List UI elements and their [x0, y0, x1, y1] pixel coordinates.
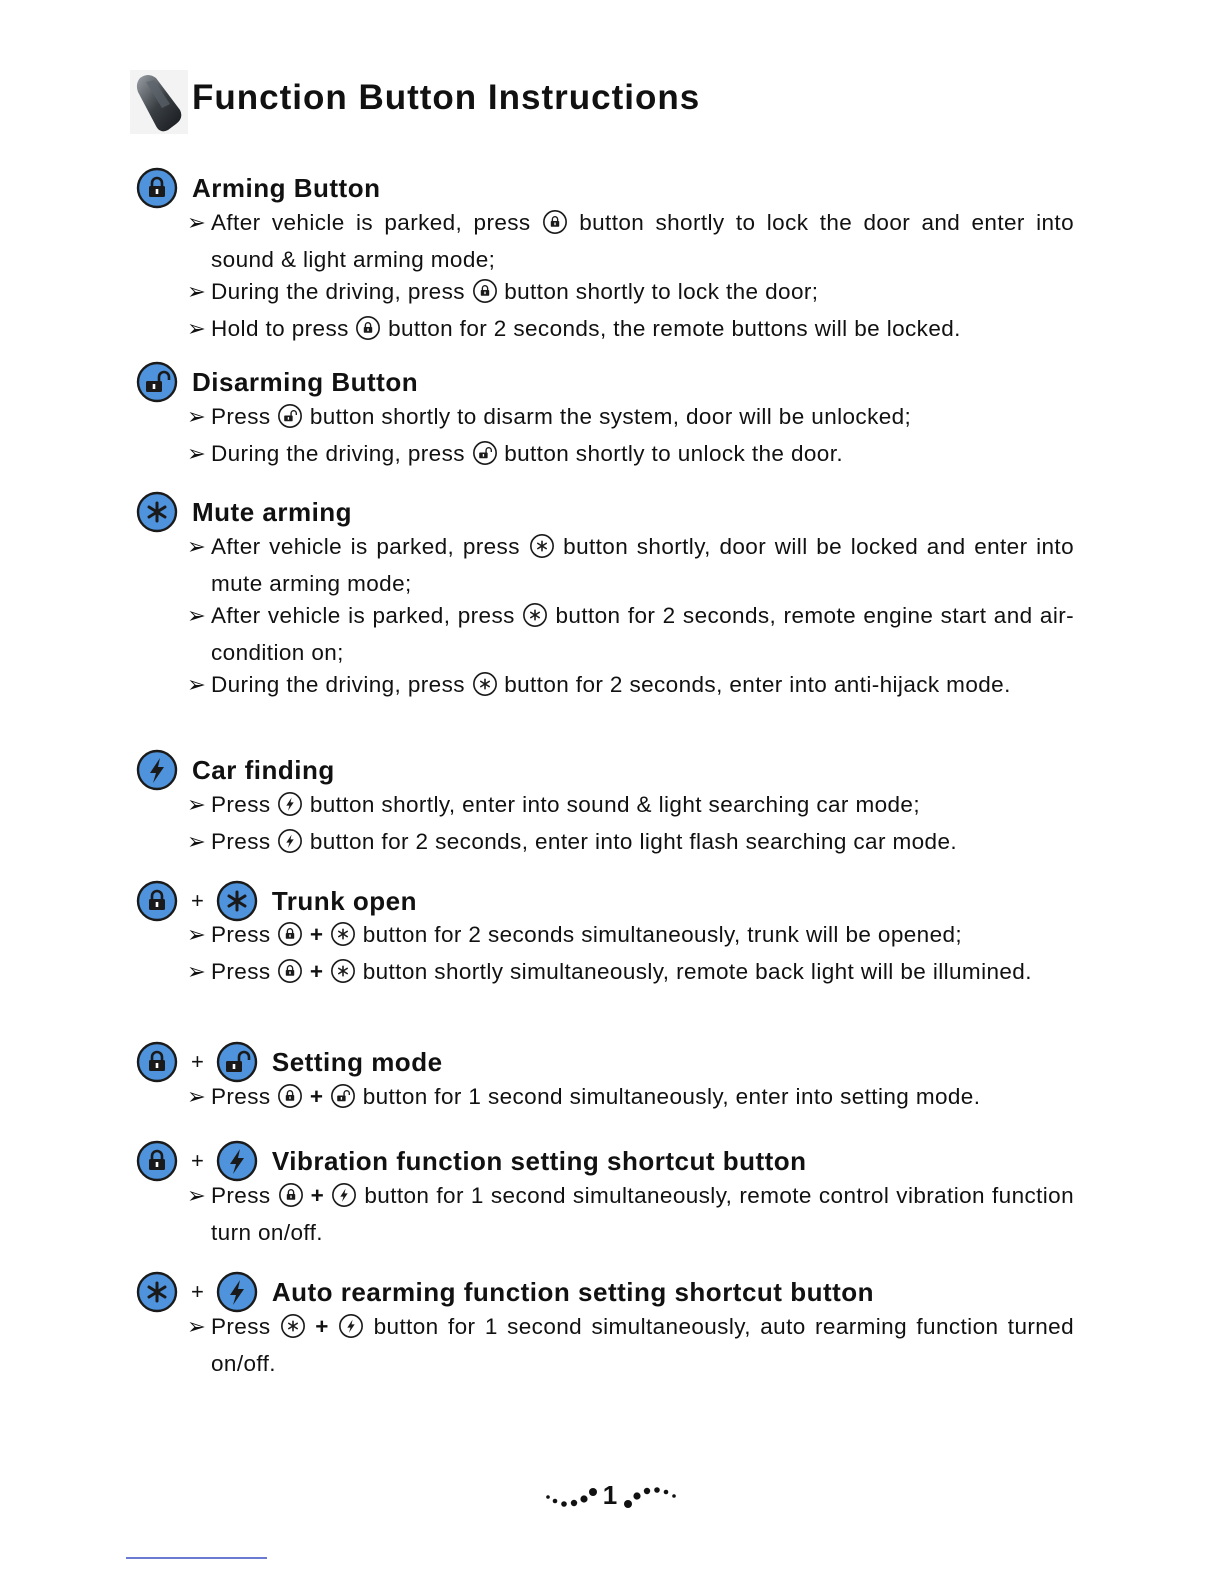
- bullet-marker: ➢: [187, 829, 207, 854]
- asterisk-icon: [136, 491, 178, 533]
- bullet-marker: ➢: [187, 792, 207, 817]
- bullet-text: Press: [211, 829, 271, 854]
- bullet-text: After vehicle is parked, press: [211, 603, 515, 628]
- bullet-marker: ➢: [187, 672, 207, 697]
- asterisk-icon: [522, 602, 548, 637]
- section-title: Mute arming: [192, 496, 353, 527]
- plus-sign: +: [191, 1279, 204, 1304]
- bullet-marker: ➢: [187, 441, 207, 466]
- bullet-text: Press: [211, 922, 271, 947]
- plus-sign: +: [309, 922, 324, 947]
- section-heading: [136, 1041, 443, 1083]
- bullet-text: button shortly to disarm the system, door will be unlocked;: [309, 404, 912, 429]
- plus-sign: +: [309, 1084, 324, 1109]
- section-title: Auto rearming function setting shortcut button: [271, 1276, 875, 1307]
- bullet-item: [187, 600, 1074, 669]
- asterisk-icon: [136, 1271, 178, 1313]
- bullet-text: Press: [211, 1084, 271, 1109]
- dots-right-decoration: [623, 1482, 679, 1510]
- bullet-list: [187, 531, 1074, 706]
- unlock-icon: [136, 361, 178, 403]
- asterisk-icon: [330, 958, 356, 993]
- bullet-item: [187, 207, 1074, 276]
- lock-icon: [472, 278, 498, 313]
- bullet-marker: ➢: [187, 1084, 207, 1109]
- bullet-text: button for 1 second simultaneously, enter into setting mode.: [362, 1084, 981, 1109]
- bullet-list: [187, 207, 1074, 350]
- bullet-text: button shortly, door will be locked and enter into mute arming mode;: [211, 534, 1074, 596]
- bullet-text: Press: [211, 959, 271, 984]
- bullet-marker: ➢: [187, 1314, 207, 1339]
- unlock-icon: [330, 1083, 356, 1118]
- bullet-item: [187, 276, 1074, 313]
- bullet-marker: ➢: [187, 279, 207, 304]
- section-heading: [136, 749, 335, 791]
- asterisk-icon: [216, 880, 258, 922]
- section-heading: [136, 491, 352, 533]
- asterisk-icon: [280, 1313, 306, 1348]
- section-title: Trunk open: [271, 885, 417, 916]
- bullet-text: button shortly to lock the door;: [504, 279, 819, 304]
- bullet-text: button shortly to unlock the door.: [504, 441, 843, 466]
- bullet-text: Press: [211, 1183, 271, 1208]
- bullet-text: Press: [211, 404, 271, 429]
- unlock-icon: [472, 440, 498, 475]
- bullet-text: button for 2 seconds simultaneously, trunk will be opened;: [362, 922, 963, 947]
- bullet-item: [187, 1180, 1074, 1249]
- section-title: Car finding: [192, 754, 335, 785]
- bullet-list: [187, 1081, 1074, 1118]
- bullet-marker: ➢: [187, 603, 207, 628]
- bullet-marker: ➢: [187, 316, 207, 341]
- unlock-icon: [216, 1041, 258, 1083]
- bullet-text: During the driving, press: [211, 441, 465, 466]
- plus-sign: +: [309, 959, 324, 984]
- page-title: Function Button Instructions: [192, 78, 701, 117]
- lock-icon: [355, 315, 381, 350]
- bullet-marker: ➢: [187, 1183, 207, 1208]
- bullet-text: Hold to press: [211, 316, 349, 341]
- asterisk-icon: [472, 671, 498, 706]
- bullet-list: [187, 919, 1074, 993]
- bullet-text: Press: [211, 1314, 271, 1339]
- footer-rule: [126, 1557, 267, 1559]
- bullet-text: During the driving, press: [211, 279, 465, 304]
- bullet-text: button shortly simultaneously, remote back light will be illumined.: [362, 959, 1032, 984]
- section-title: Disarming Button: [192, 366, 419, 397]
- bullet-text: button for 1 second simultaneously, auto rearming function turned on/off.: [211, 1314, 1074, 1376]
- bullet-list: [187, 1180, 1074, 1249]
- bullet-item: [187, 789, 1074, 826]
- bullet-item: [187, 313, 1074, 350]
- bullet-text: Press: [211, 792, 271, 817]
- plus-sign: +: [191, 1148, 204, 1173]
- asterisk-icon: [529, 533, 555, 568]
- lock-icon: [136, 1140, 178, 1182]
- lock-icon: [136, 1041, 178, 1083]
- lightning-icon: [216, 1140, 258, 1182]
- lock-icon: [136, 880, 178, 922]
- bullet-text: button shortly, enter into sound & light searching car mode;: [309, 792, 920, 817]
- bullet-text: button for 2 seconds, the remote buttons will be locked.: [388, 316, 961, 341]
- page-number: [0, 1480, 1224, 1511]
- remote-control-icon: [130, 70, 188, 134]
- bullet-text: button for 2 seconds, enter into anti-hijack mode.: [504, 672, 1011, 697]
- bullet-text: After vehicle is parked, press: [211, 210, 531, 235]
- plus-sign: +: [191, 888, 204, 913]
- section-heading: [136, 361, 418, 403]
- bullet-text: During the driving, press: [211, 672, 465, 697]
- dots-left-decoration: [545, 1482, 597, 1510]
- lock-icon: [542, 209, 568, 244]
- lock-icon: [277, 921, 303, 956]
- plus-sign: +: [310, 1183, 325, 1208]
- bullet-list: [187, 789, 1074, 863]
- bullet-marker: ➢: [187, 922, 207, 947]
- bullet-text: button shortly to lock the door and enter into sound & light arming mode;: [211, 210, 1075, 272]
- bullet-list: [187, 1311, 1074, 1380]
- section-title: Setting mode: [271, 1046, 443, 1077]
- section-heading: [136, 167, 380, 209]
- bullet-text: button for 2 seconds, enter into light flash searching car mode.: [309, 829, 958, 854]
- section-heading: [136, 1271, 874, 1313]
- bullet-marker: ➢: [187, 404, 207, 429]
- lock-icon: [278, 1182, 304, 1217]
- plus-sign: +: [191, 1049, 204, 1074]
- lock-icon: [136, 167, 178, 209]
- asterisk-icon: [330, 921, 356, 956]
- bullet-item: [187, 956, 1074, 993]
- bullet-item: [187, 669, 1074, 706]
- bullet-text: button for 2 seconds, remote engine start and air-condition on;: [211, 603, 1075, 665]
- bullet-text: button for 1 second simultaneously, remote control vibration function turn on/off.: [211, 1183, 1075, 1245]
- plus-sign: +: [315, 1314, 329, 1339]
- section-title: Arming Button: [192, 172, 381, 203]
- bullet-marker: ➢: [187, 534, 207, 559]
- bullet-item: [187, 1081, 1074, 1118]
- bullet-item: [187, 919, 1074, 956]
- section-heading: [136, 880, 417, 922]
- lightning-icon: [216, 1271, 258, 1313]
- lock-icon: [277, 958, 303, 993]
- bullet-item: [187, 401, 1074, 438]
- bullet-item: [187, 1311, 1074, 1380]
- bullet-item: [187, 438, 1074, 475]
- lightning-icon: [331, 1182, 357, 1217]
- lightning-icon: [277, 828, 303, 863]
- section-heading: [136, 1140, 807, 1182]
- lightning-icon: [338, 1313, 364, 1348]
- bullet-item: [187, 826, 1074, 863]
- page-number-text: 1: [602, 1480, 618, 1510]
- bullet-item: [187, 531, 1074, 600]
- bullet-list: [187, 401, 1074, 475]
- unlock-icon: [277, 403, 303, 438]
- bullet-marker: ➢: [187, 210, 207, 235]
- lightning-icon: [136, 749, 178, 791]
- lock-icon: [277, 1083, 303, 1118]
- lightning-icon: [277, 791, 303, 826]
- bullet-marker: ➢: [187, 959, 207, 984]
- section-title: Vibration function setting shortcut button: [271, 1145, 807, 1176]
- bullet-text: After vehicle is parked, press: [211, 534, 520, 559]
